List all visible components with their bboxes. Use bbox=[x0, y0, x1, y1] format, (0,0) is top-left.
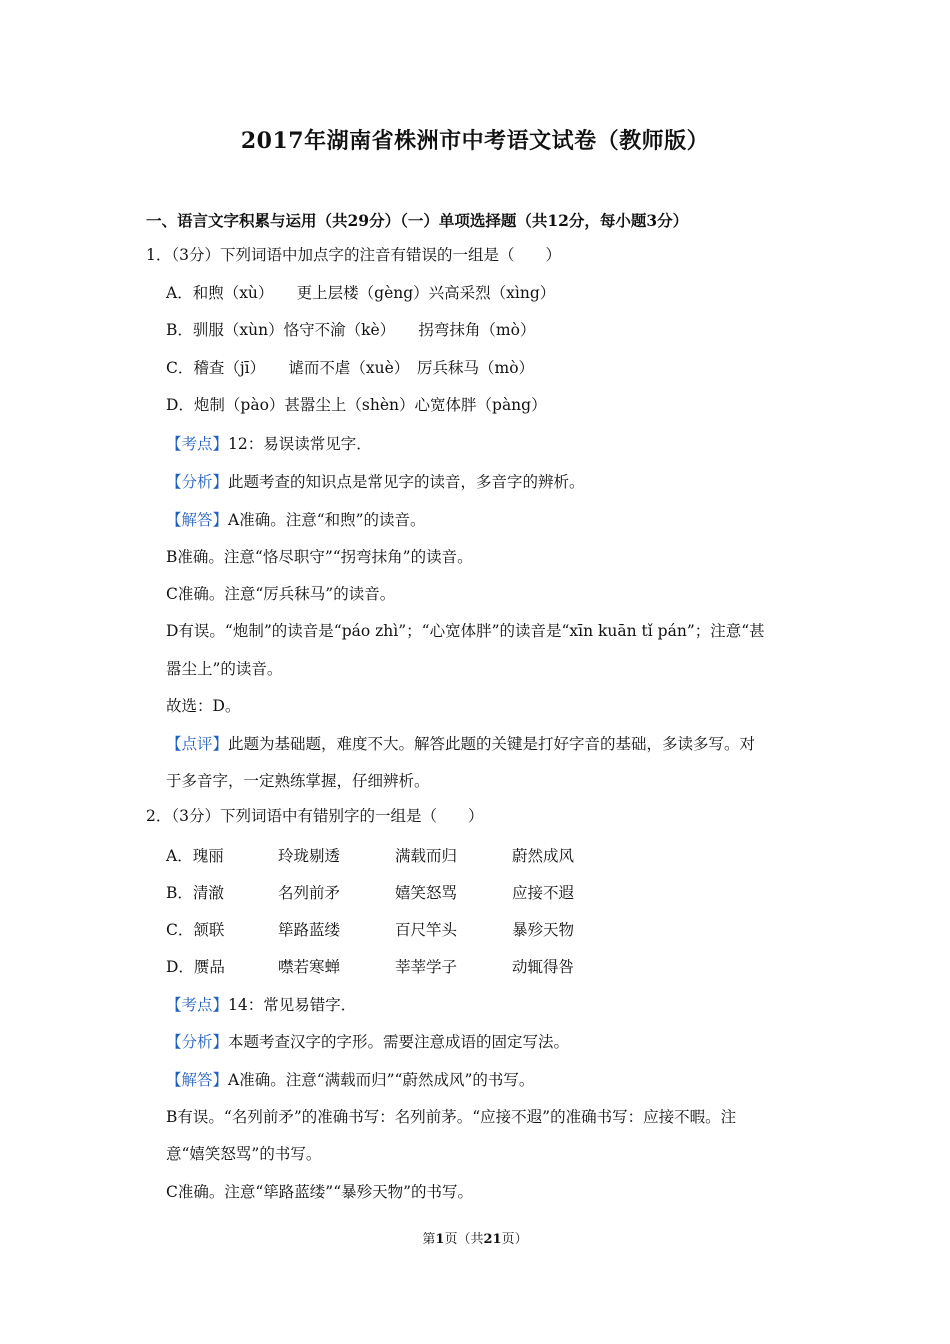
jieda-tag: 【解答】 bbox=[166, 511, 229, 529]
q2-option-cell: 莘莘学子 bbox=[395, 958, 458, 976]
q2-option-cell: A．瑰丽 bbox=[166, 847, 224, 865]
q2-jieda-line: C准确。注意“筚路蓝缕”“暴殄天物”的书写。 bbox=[166, 1183, 474, 1201]
q2-option-cell: 玲珑剔透 bbox=[278, 847, 341, 865]
footer-total-pages: 21 bbox=[483, 1232, 502, 1247]
question-1-option-c: C．稽查（jī） 谑而不虐（xuè） 厉兵秣马（mò） bbox=[166, 359, 535, 377]
q1-jieda-line: B准确。注意“恪尽职守”“拐弯抹角”的读音。 bbox=[166, 548, 473, 566]
footer-mid: 页（共 bbox=[444, 1232, 484, 1247]
kaodian-tag: 【考点】 bbox=[166, 996, 229, 1014]
kaodian-tag: 【考点】 bbox=[166, 435, 229, 453]
jieda-text: A准确。注意“满载而归”“蔚然成风”的书写。 bbox=[228, 1071, 535, 1089]
fenxi-text: 此题考查的知识点是常见字的读音，多音字的辨析。 bbox=[228, 473, 585, 491]
kaodian-text: 14：常见易错字． bbox=[228, 996, 357, 1014]
footer-page-number: 1 bbox=[435, 1232, 445, 1247]
question-1-option-a: A．和煦（xù） 更上层楼（gèng）兴高采烈（xìng） bbox=[166, 284, 556, 302]
q2-option-cell: 名列前矛 bbox=[278, 884, 341, 902]
q2-option-cell: B．清澈 bbox=[166, 884, 224, 902]
footer-prefix: 第 bbox=[422, 1232, 436, 1247]
q2-kaodian bbox=[166, 995, 356, 1015]
q1-fenxi bbox=[166, 472, 585, 492]
fenxi-text: 本题考查汉字的字形。需要注意成语的固定写法。 bbox=[228, 1033, 570, 1051]
question-1-stem: 1．（3分）下列词语中加点字的注音有错误的一组是（ ） bbox=[146, 246, 561, 264]
question-2-stem: 2．（3分）下列词语中有错别字的一组是（ ） bbox=[146, 807, 484, 825]
q1-answer: 故选：D。 bbox=[166, 697, 241, 715]
q1-jieda-line: 嚣尘上”的读音。 bbox=[166, 660, 283, 678]
dianping-tag: 【点评】 bbox=[166, 735, 229, 753]
q1-jieda-line: C准确。注意“厉兵秣马”的读音。 bbox=[166, 585, 396, 603]
q2-option-cell: 动辄得咎 bbox=[512, 958, 575, 976]
q1-kaodian bbox=[166, 434, 372, 454]
section-heading: 一、语言文字积累与运用（共29分）（一）单项选择题（共12分，每小题3分） bbox=[146, 211, 689, 230]
q2-option-cell: 噤若寒蝉 bbox=[278, 958, 341, 976]
q2-option-cell: 嬉笑怒骂 bbox=[395, 884, 458, 902]
q1-dianping bbox=[166, 734, 755, 754]
q2-option-cell: 应接不遐 bbox=[512, 884, 575, 902]
footer-suffix: 页） bbox=[501, 1232, 528, 1247]
q2-fenxi bbox=[166, 1032, 569, 1052]
dianping-text: 此题为基础题，难度不大。解答此题的关键是打好字音的基础，多读多写。对 bbox=[228, 735, 756, 753]
q2-option-cell: 百尺竿头 bbox=[395, 921, 458, 939]
q1-jieda bbox=[166, 510, 426, 530]
kaodian-text: 12：易误读常见字． bbox=[228, 435, 372, 453]
q1-dianping-line: 于多音字，一定熟练掌握，仔细辨析。 bbox=[166, 772, 430, 790]
page-footer bbox=[0, 1228, 950, 1247]
q2-jieda bbox=[166, 1070, 534, 1090]
page-title: 2017年湖南省株洲市中考语文试卷（教师版） bbox=[240, 128, 710, 154]
q1-jieda-line: D有误。“炮制”的读音是“páo zhì”；“心宽体胖”的读音是“xīn kuān tǐ pán”；注意“甚 bbox=[166, 622, 765, 640]
q2-option-cell: 蔚然成风 bbox=[512, 847, 575, 865]
q2-jieda-line: B有误。“名列前矛”的准确书写：名列前茅。“应接不遐”的准确书写：应接不暇。注 bbox=[166, 1108, 737, 1126]
question-1-option-b: B．驯服（xùn）恪守不渝（kè） 拐弯抹角（mò） bbox=[166, 321, 536, 339]
q2-option-cell: 满载而归 bbox=[395, 847, 458, 865]
q2-option-cell: C．颔联 bbox=[166, 921, 225, 939]
q2-option-cell: D．赝品 bbox=[166, 958, 225, 976]
q2-option-cell: 暴殄天物 bbox=[512, 921, 575, 939]
question-1-option-d: D．炮制（pào）甚嚣尘上（shèn）心宽体胖（pàng） bbox=[166, 396, 547, 414]
jieda-tag: 【解答】 bbox=[166, 1071, 229, 1089]
q2-jieda-line: 意“嬉笑怒骂”的书写。 bbox=[166, 1145, 322, 1163]
q2-option-cell: 筚路蓝缕 bbox=[278, 921, 341, 939]
fenxi-tag: 【分析】 bbox=[166, 1033, 229, 1051]
fenxi-tag: 【分析】 bbox=[166, 473, 229, 491]
jieda-text: A准确。注意“和煦”的读音。 bbox=[228, 511, 426, 529]
